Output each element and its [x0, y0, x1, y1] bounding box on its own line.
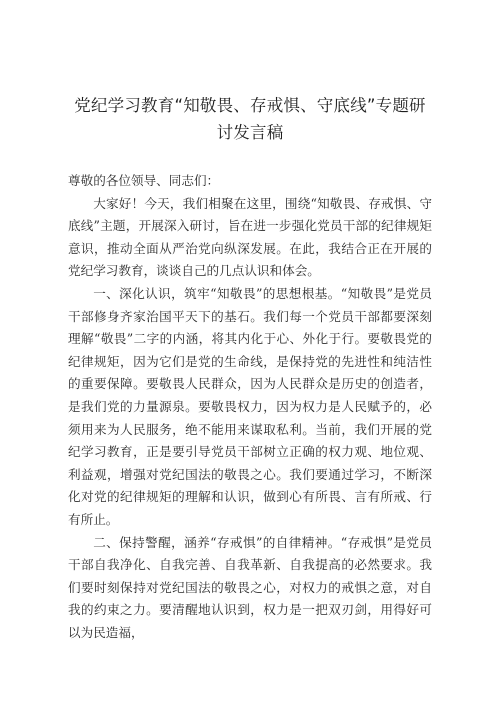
document-body [68, 170, 432, 644]
paragraph-section-one: 一、深化认识，筑牢“知敬畏”的思想根基。“知敬畏”是党员干部修身齐家治国平天下的基石。我们每一个党员干部都要深刻理解“敬畏”二字的内涵，将其内化于心、外化于行。要敬畏党的纪律规矩，因为它们是党的生命线，是保持党的先进性和纯洁性的重要保障。要敬畏人民群众，因为人民群众是历史的创造者，是我们党的力量源泉。要敬畏权力，因为权力是人民赋予的，必须用来为人民服务，绝不能用来谋取私利。当前，我们开展的党纪学习教育，正是要引导党员干部树立正确的权力观、地位观、利益观，增强对党纪国法的敬畏之心。我们要通过学习，不断深化对党的纪律规矩的理解和认识，做到心有所畏、言有所戒、行有所止。 [68, 285, 432, 527]
document-title: 党纪学习教育“知敬畏、存戒惧、守底线”专题研讨发言稿 [74, 96, 426, 142]
salutation: 尊敬的各位领导、同志们： [68, 173, 220, 188]
paragraph-section-two: 二、保持警醒，涵养“存戒惧”的自律精神。“存戒惧”是党员干部自我净化、自我完善、自我革新、自我提高的必然要求。我们要时刻保持对党纪国法的敬畏之心，对权力的戒惧之意，对自我的约束之力。要清醒地认识到，权力是一把双刃剑，用得好可以为民造福， [68, 534, 432, 640]
paragraph-intro: 大家好！今天，我们相聚在这里，围绕“知敬畏、存戒惧、守底线”主题，开展深入研讨，旨在进一步强化党员干部的纪律规矩意识，推动全面从严治党向纵深发展。在此，我结合正在开展的党纪学习教育，谈谈自己的几点认识和体会。 [68, 195, 432, 279]
